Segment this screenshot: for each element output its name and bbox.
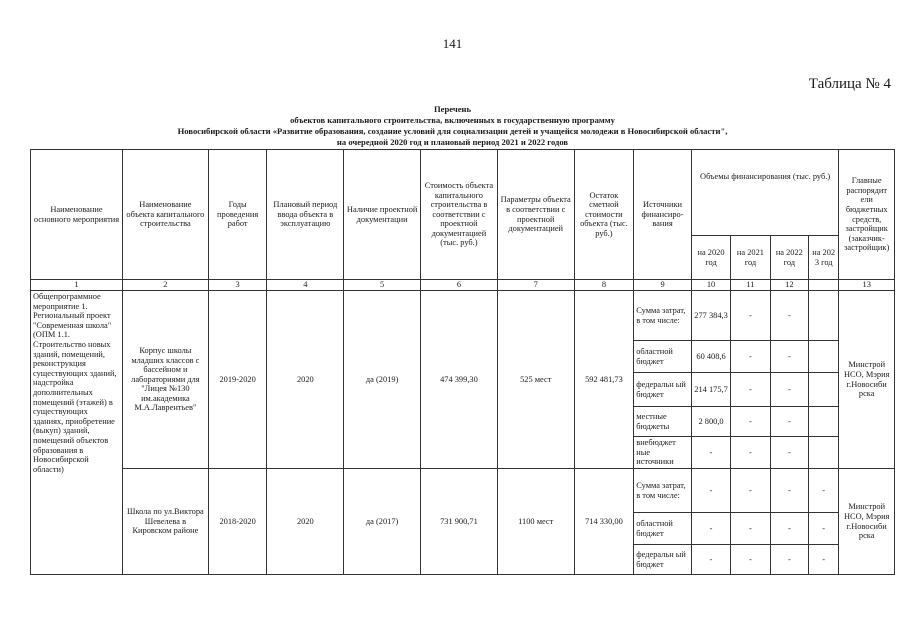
object-params: 1100 мест (497, 469, 574, 575)
object-manager: Минстрой НСО, Мэрия г.Новосиби рска (839, 291, 895, 469)
caption-line-3: Новосибирской области «Развитие образования, создание условий для социализации детей и учащейся молодежи в Новосибирской области", (177, 126, 728, 136)
header-year-2022: на 2022 год (770, 236, 808, 280)
object-name: Школа по ул.Виктора Шевелева в Кировском районе (122, 469, 208, 575)
table-caption (0, 104, 905, 148)
objects-table (30, 149, 895, 575)
value-2023 (809, 291, 839, 341)
header-measure: Наименование основного мероприятия (31, 150, 123, 280)
col-number: 7 (497, 280, 574, 291)
header-sources: Источники финансиро-вания (634, 150, 692, 280)
object-docs: да (2019) (344, 291, 421, 469)
col-number: 6 (421, 280, 498, 291)
col-number: 10 (691, 280, 730, 291)
value-2022: - (770, 437, 808, 469)
header-year-2020: на 2020 год (691, 236, 730, 280)
object-cost: 474 399,30 (421, 291, 498, 469)
value-2023 (809, 407, 839, 437)
value-2021: - (731, 291, 770, 341)
header-year-2021: на 2021 год (731, 236, 770, 280)
value-2020: 60 408,6 (691, 341, 730, 373)
col-number: 8 (574, 280, 634, 291)
value-2023 (809, 341, 839, 373)
header-docs: Наличие проектной документации (344, 150, 421, 280)
header-year-2023: на 202 3 год (809, 236, 839, 280)
funding-source: Сумма затрат, в том числе: (634, 469, 692, 513)
funding-source: областной бюджет (634, 513, 692, 545)
object-years: 2018-2020 (208, 469, 267, 575)
value-2020: - (691, 437, 730, 469)
col-number: 5 (344, 280, 421, 291)
funding-source: федеральн ый бюджет (634, 373, 692, 407)
header-params: Параметры объекта в соответствии с проектной документацией (497, 150, 574, 280)
col-number: 1 (31, 280, 123, 291)
header-commissioning: Плановый период ввода объекта в эксплуатацию (267, 150, 344, 280)
table-row (31, 291, 895, 341)
col-number: 12 (770, 280, 808, 291)
value-2021: - (731, 373, 770, 407)
table-row (31, 469, 895, 513)
value-2023 (809, 437, 839, 469)
col-number: 4 (267, 280, 344, 291)
object-docs: да (2017) (344, 469, 421, 575)
header-manager: Главные распорядит ели бюджетных средств, застройщик (заказчик-застройщик) (839, 150, 895, 280)
page-number: 141 (442, 36, 463, 51)
object-name: Корпус школы младших классов с бассейном и лабораториями для "Лицея №130 им.академика М.А.Лаврентьев" (122, 291, 208, 469)
funding-source: федеральн ый бюджет (634, 545, 692, 575)
caption-line-2: объектов капитального строительства, включенных в государственную программу (290, 115, 615, 125)
object-remainder: 714 330,00 (574, 469, 634, 575)
value-2022: - (770, 373, 808, 407)
value-2022: - (770, 407, 808, 437)
value-2021: - (731, 437, 770, 469)
value-2021: - (731, 545, 770, 575)
header-object: Наименование объекта капитального строительства (122, 150, 208, 280)
col-number: 9 (634, 280, 692, 291)
value-2022: - (770, 513, 808, 545)
funding-source: Сумма затрат, в том числе: (634, 291, 692, 341)
value-2023: - (809, 469, 839, 513)
object-commissioning: 2020 (267, 291, 344, 469)
value-2021: - (731, 341, 770, 373)
value-2020: - (691, 513, 730, 545)
col-number: 2 (122, 280, 208, 291)
object-cost: 731 900,71 (421, 469, 498, 575)
header-cost: Стоимость объекта капитального строительства в соответствии с проектной документацией (тыс. руб.) (421, 150, 498, 280)
col-number: 3 (208, 280, 267, 291)
col-number: 13 (839, 280, 895, 291)
value-2022: - (770, 341, 808, 373)
funding-source: внебюджет ные источники (634, 437, 692, 469)
object-params: 525 мест (497, 291, 574, 469)
value-2021: - (731, 407, 770, 437)
col-number (809, 280, 839, 291)
value-2021: - (731, 513, 770, 545)
value-2022: - (770, 469, 808, 513)
value-2021: - (731, 469, 770, 513)
value-2020: 2 800,0 (691, 407, 730, 437)
object-remainder: 592 481,73 (574, 291, 634, 469)
header-remainder: Остаток сметной стоимости объекта (тыс. руб.) (574, 150, 634, 280)
value-2023: - (809, 513, 839, 545)
table-label: Таблица № 4 (808, 76, 891, 92)
funding-source: местные бюджеты (634, 407, 692, 437)
caption-line-1: Перечень (433, 104, 472, 114)
value-2023 (809, 373, 839, 407)
header-funding-group: Объемы финансирования (тыс. руб.) (691, 150, 839, 236)
col-number: 11 (731, 280, 770, 291)
value-2023: - (809, 545, 839, 575)
value-2020: 277 384,3 (691, 291, 730, 341)
caption-line-4: на очередной 2020 год и плановый период 2021 и 2022 годов (336, 137, 569, 147)
object-commissioning: 2020 (267, 469, 344, 575)
value-2020: - (691, 545, 730, 575)
object-years: 2019-2020 (208, 291, 267, 469)
value-2020: 214 175,7 (691, 373, 730, 407)
value-2022: - (770, 291, 808, 341)
measure-cell: Общепрограммное мероприятие 1. Региональный проект "Современная школа" (ОПМ 1.1. Строительство новых зданий, помещений, реконструкция существующих зданий, надстройка дополнительных помещений (этажей) в существующих зданиях, приобретение (выкуп) зданий, помещений объектов образования в Новосибирской области) (31, 291, 123, 575)
object-manager: Минстрой НСО, Мэрия г.Новосиби рска (839, 469, 895, 575)
header-years: Годы проведения работ (208, 150, 267, 280)
funding-source: областной бюджет (634, 341, 692, 373)
value-2022: - (770, 545, 808, 575)
value-2020: - (691, 469, 730, 513)
